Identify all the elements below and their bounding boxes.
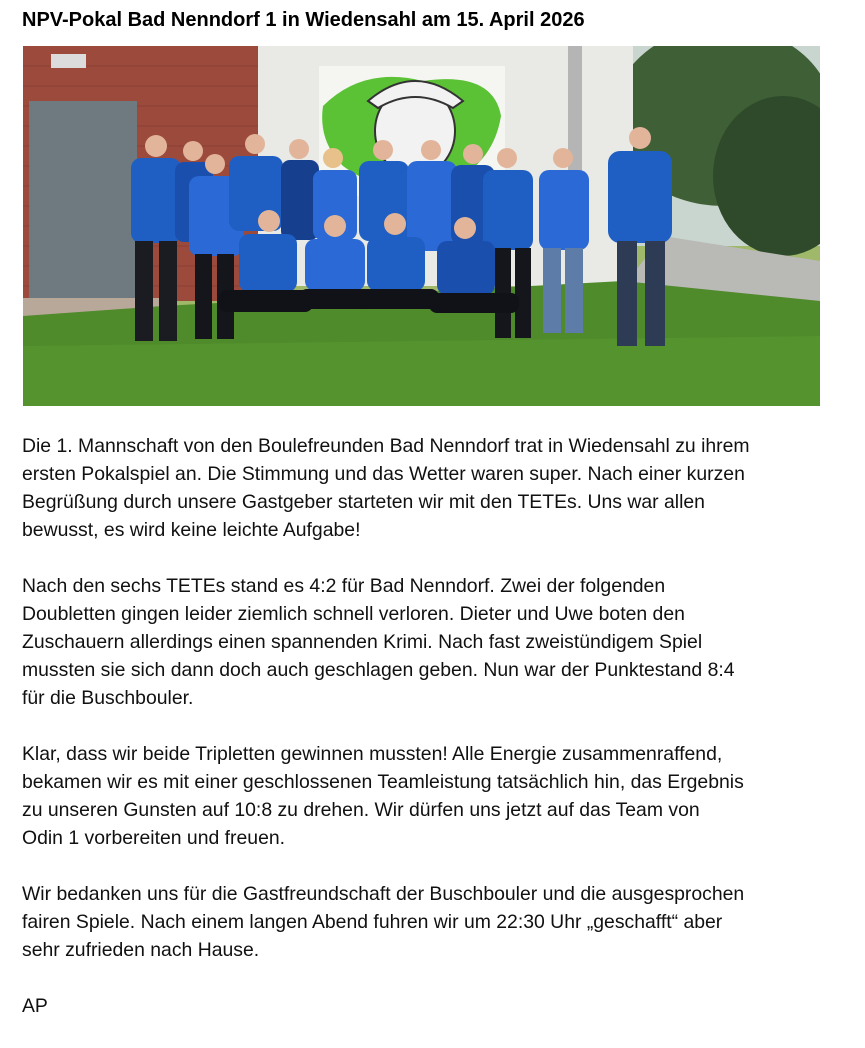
text-line: zu unseren Gunsten auf 10:8 zu drehen. Wir dürfen uns jetzt auf das Team von (22, 799, 700, 821)
text-line: Zuschauern allerdings einen spannenden Krimi. Nach fast zweistündigem Spiel (22, 631, 703, 653)
text-line: Wir bedanken uns für die Gastfreundschaft der Buschbouler und die ausgesprochen (22, 883, 745, 905)
text-line: Nach den sechs TETEs stand es 4:2 für Bad Nenndorf. Zwei der folgenden (22, 575, 666, 597)
author-signature: AP (22, 995, 48, 1017)
article-paragraph (22, 740, 847, 852)
text-line: mussten sie sich dann doch auch geschlagen geben. Nun war der Punktestand 8:4 (22, 659, 735, 681)
team-photo-illustration (23, 46, 820, 406)
team-photo (23, 46, 820, 406)
text-line: sehr zufrieden nach Hause. (22, 939, 260, 961)
article-paragraph (22, 880, 847, 964)
text-line: bekamen wir es mit einer geschlossenen Teamleistung tatsächlich hin, das Ergebnis (22, 771, 744, 793)
wall-lamp (51, 54, 86, 68)
article-paragraph (22, 432, 847, 544)
text-line: fairen Spiele. Nach einem langen Abend fuhren wir um 22:30 Uhr „geschafft“ aber (22, 911, 723, 933)
article-title: NPV-Pokal Bad Nenndorf 1 in Wiedensahl am 15. April 2026 (22, 9, 585, 31)
text-line: Doubletten gingen leider ziemlich schnell verloren. Dieter und Uwe boten den (22, 603, 685, 625)
text-line: Odin 1 vorbereiten und freuen. (22, 827, 286, 849)
text-line: ersten Pokalspiel an. Die Stimmung und das Wetter waren super. Nach einer kurzen (22, 463, 745, 485)
grey-door (29, 101, 137, 301)
text-line: Begrüßung durch unsere Gastgeber starteten wir mit den TETEs. Uns war allen (22, 491, 705, 513)
article-body (22, 432, 847, 1048)
text-line: Die 1. Mannschaft von den Boulefreunden Bad Nenndorf trat in Wiedensahl zu ihrem (22, 435, 750, 457)
text-line: für die Buschbouler. (22, 687, 194, 709)
text-line: bewusst, es wird keine leichte Aufgabe! (22, 519, 361, 541)
text-line: Klar, dass wir beide Tripletten gewinnen mussten! Alle Energie zusammenraffend, (22, 743, 723, 765)
article-paragraph (22, 572, 847, 712)
